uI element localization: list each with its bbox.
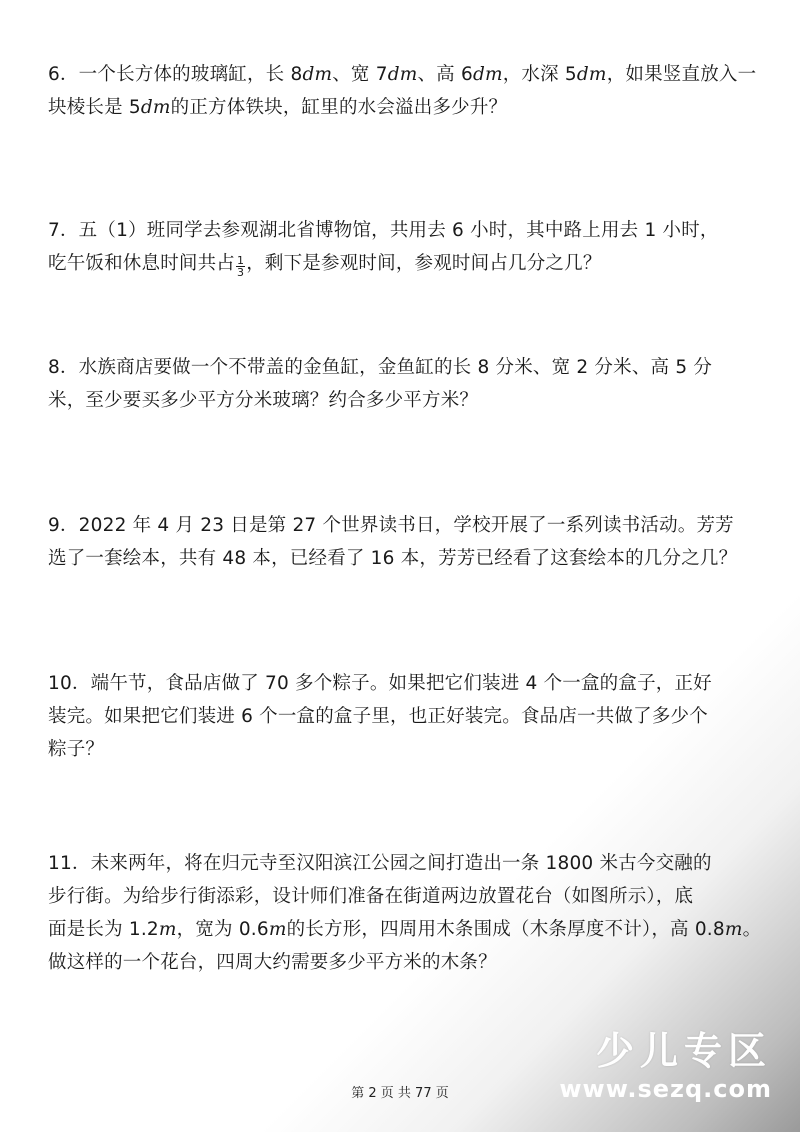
question-10 xyxy=(48,667,760,766)
watermark-url: www.sezq.com xyxy=(559,1075,772,1103)
question-10-line-1: 10．端午节，食品店做了 70 多个粽子。如果把它们装进 4 个一盒的盒子，正好 xyxy=(48,673,712,694)
question-7-line-1: 7．五（1）班同学去参观湖北省博物馆，共用去 6 小时，其中路上用去 1 小时， xyxy=(48,220,719,241)
question-6-line-2: 块棱长是 5dm的正方体铁块，缸里的水会溢出多少升？ xyxy=(48,97,508,118)
question-11-line-1: 11．未来两年，将在归元寺至汉阳滨江公园之间打造出一条 1800 米古今交融的 xyxy=(48,853,712,874)
question-11-line-2: 步行街。为给步行街添彩，设计师们准备在街道两边放置花台（如图所示），底 xyxy=(48,886,694,907)
page-number-footer: 第 2 页 共 77 页 xyxy=(351,1086,449,1101)
question-10-line-2: 装完。如果把它们装进 6 个一盒的盒子里，也正好装完。食品店一共做了多少个 xyxy=(48,706,708,727)
question-11-line-4: 做这样的一个花台，四周大约需要多少平方米的木条？ xyxy=(48,952,497,973)
question-11-line-3: 面是长为 1.2m，宽为 0.6m的长方形，四周用木条围成（木条厚度不计），高 0.8m。 xyxy=(48,919,762,940)
watermark-title: 少儿专区 xyxy=(595,1029,772,1073)
question-8-line-2: 米，至少要买多少平方分米玻璃？约合多少平方米？ xyxy=(48,390,479,411)
fraction-one-third: $\frac{1}{3}$ xyxy=(237,253,245,279)
question-7 xyxy=(48,214,760,280)
question-6 xyxy=(48,58,760,124)
question-8-line-1: 8．水族商店要做一个不带盖的金鱼缸，金鱼缸的长 8 分米、宽 2 分米、高 5 分 xyxy=(48,357,713,378)
question-9 xyxy=(48,509,760,575)
question-9-line-2: 选了一套绘本，共有 48 本，已经看了 16 本，芳芳已经看了这套绘本的几分之几？ xyxy=(48,548,738,569)
question-10-line-3: 粽子？ xyxy=(48,739,105,760)
question-9-line-1: 9．2022 年 4 月 23 日是第 27 个世界读书日，学校开展了一系列读书活动。芳芳 xyxy=(48,515,734,536)
question-6-line-1: 6．一个长方体的玻璃缸，长 8dm、宽 7dm、高 6dm，水深 5dm，如果竖直放入一 xyxy=(48,64,757,85)
question-11 xyxy=(48,847,760,979)
question-8 xyxy=(48,351,760,417)
question-7-line-2: 吃午饭和休息时间共占 $\frac{1}{3}$ ，剩下是参观时间，参观时间占几分之几？ xyxy=(48,253,602,279)
